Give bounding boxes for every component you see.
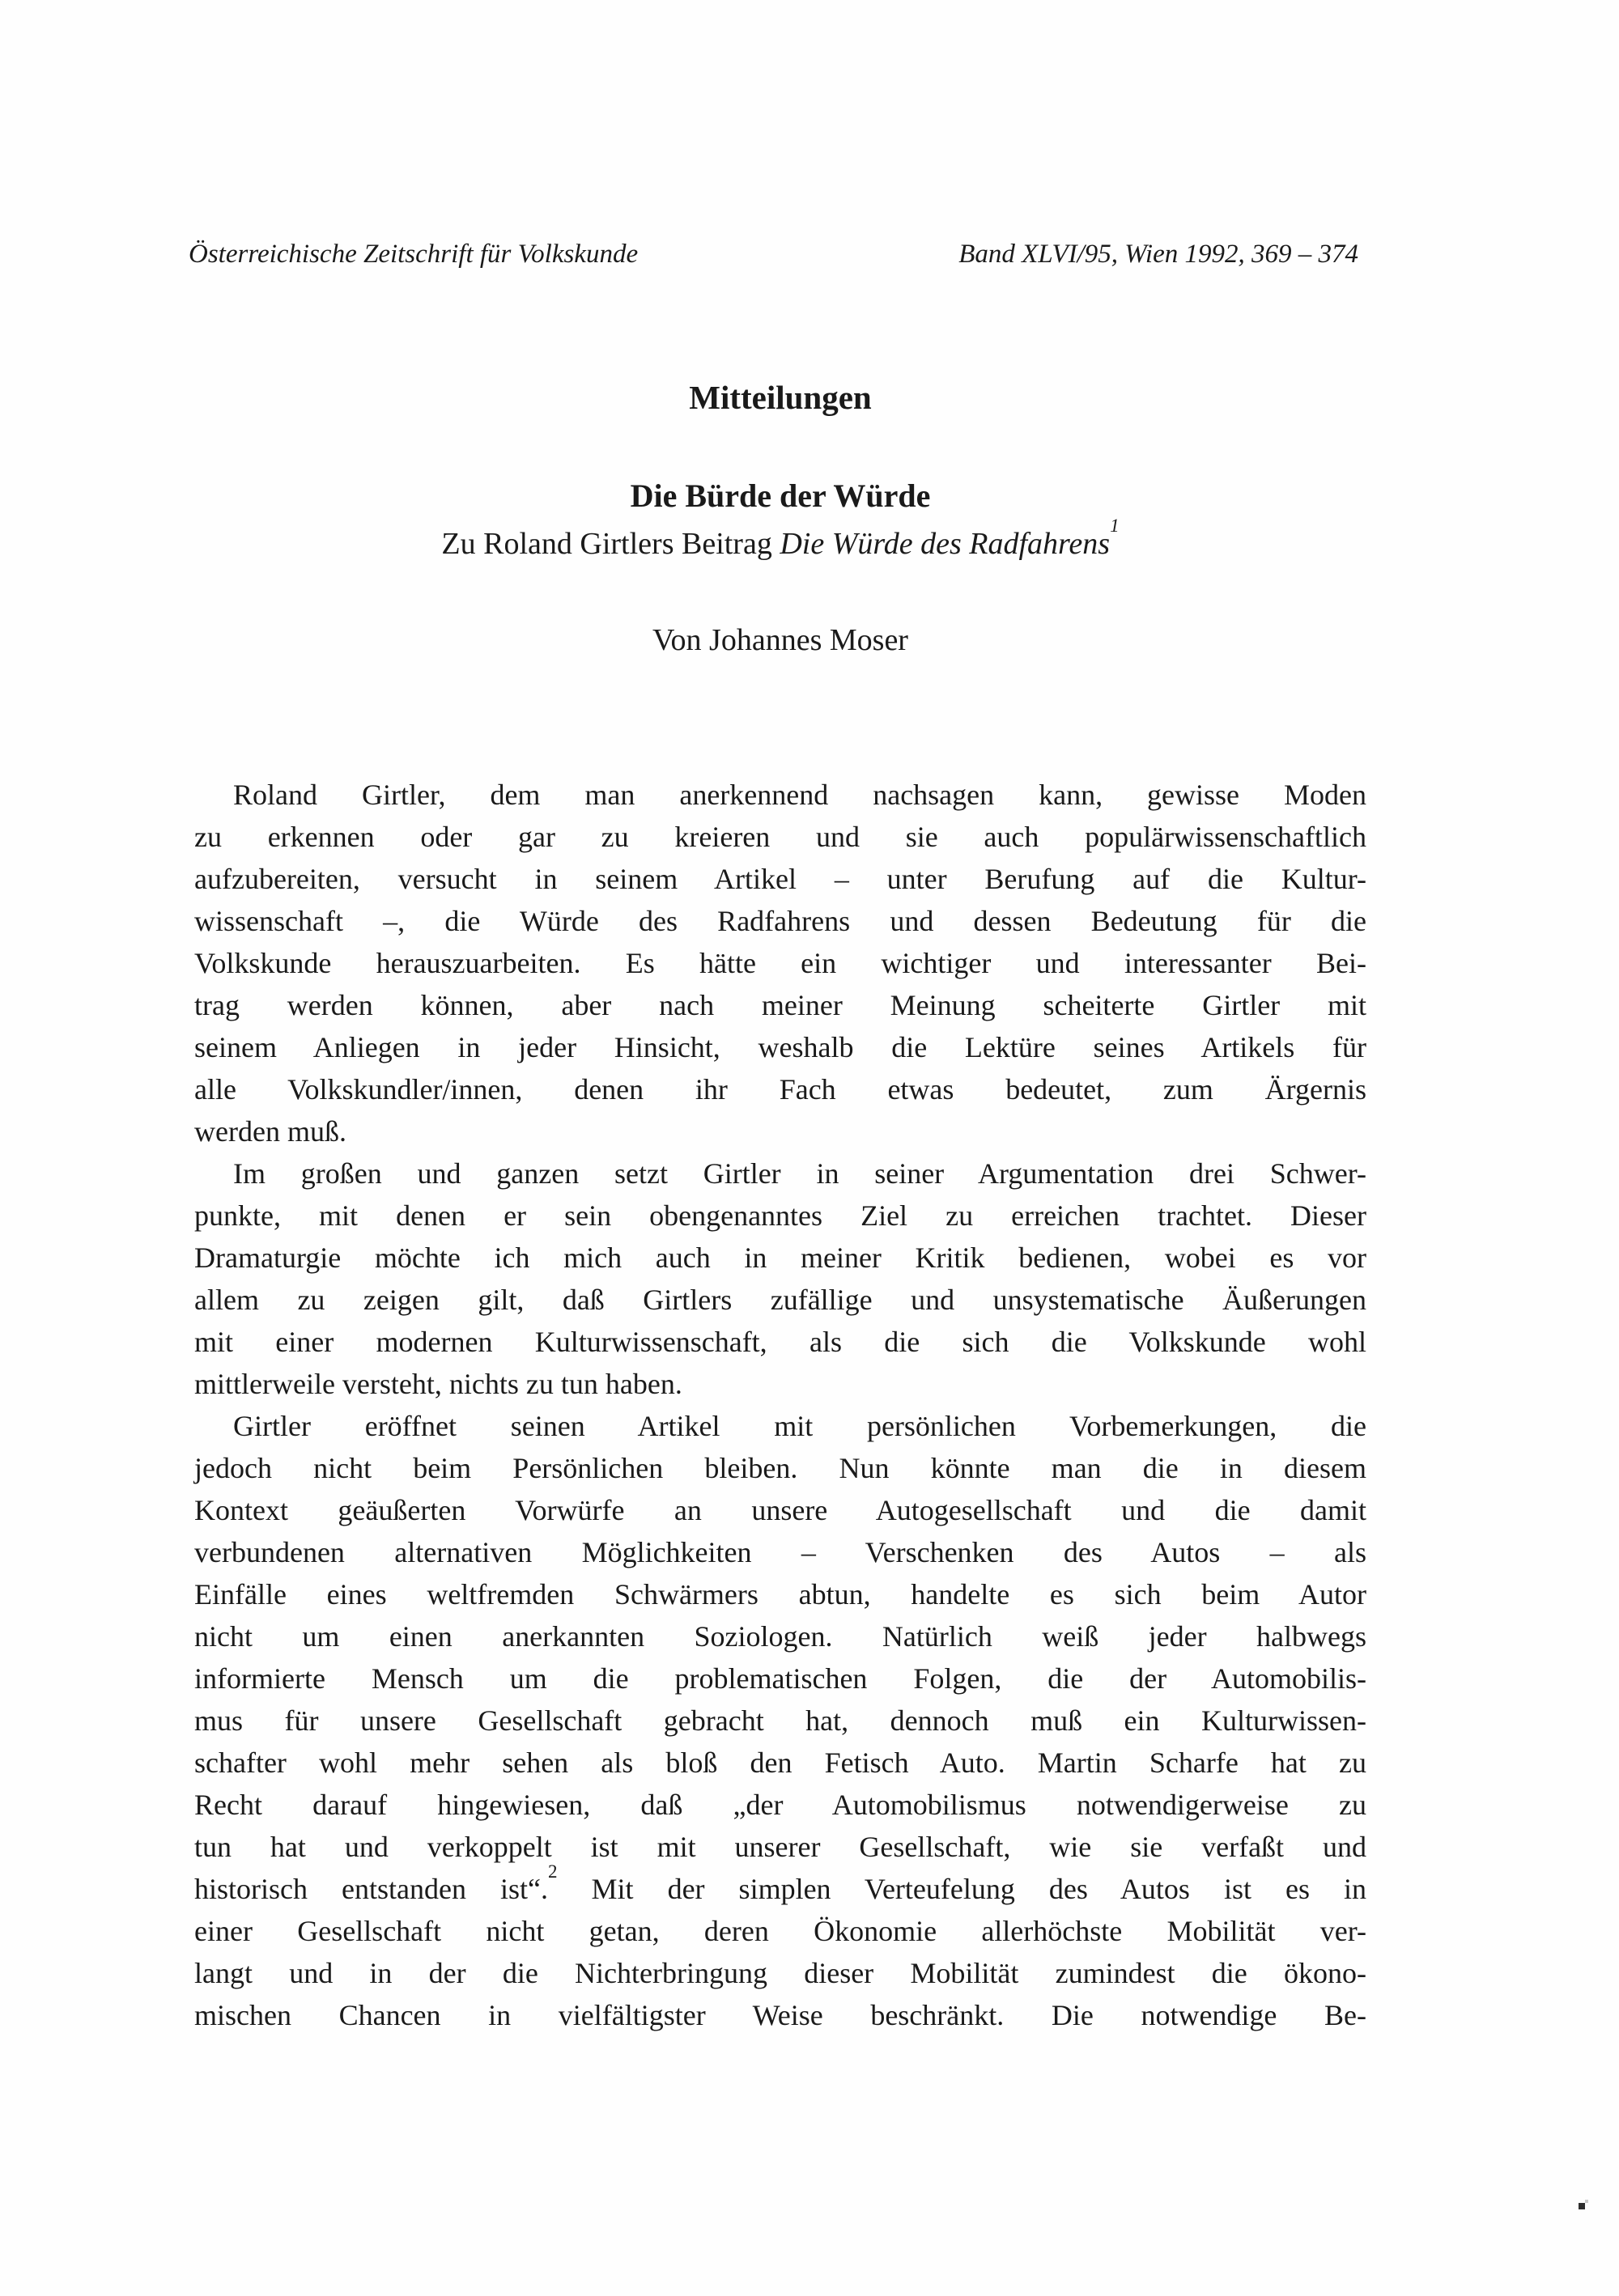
text-line: schafter wohl mehr sehen als bloß den Fetisch Auto. Martin Scharfe hat zu bbox=[194, 1746, 1366, 1779]
article-subtitle bbox=[194, 516, 1366, 563]
text-line: jedoch nicht beim Persönlichen bleiben. Nun könnte man die in diesem bbox=[194, 1452, 1366, 1484]
text-line: Roland Girtler, dem man anerkennend nachsagen kann, gewisse Moden bbox=[233, 779, 1366, 811]
text-line: mittlerweile versteht, nichts zu tun haben. bbox=[194, 1368, 682, 1400]
text-line: mit einer modernen Kulturwissenschaft, als die sich die Volkskunde wohl bbox=[194, 1326, 1366, 1358]
text-line: trag werden können, aber nach meiner Meinung scheiterte Girtler mit bbox=[194, 989, 1366, 1021]
text-line: nicht um einen anerkannten Soziologen. Natürlich weiß jeder halbwegs bbox=[194, 1620, 1366, 1653]
text-line: einer Gesellschaft nicht getan, deren Ökonomie allerhöchste Mobilität ver- bbox=[194, 1915, 1366, 1947]
text-line: alle Volkskundler/innen, denen ihr Fach etwas bedeutet, zum Ärgernis bbox=[194, 1073, 1366, 1106]
text-line: mus für unsere Gesellschaft gebracht hat, dennoch muß ein Kulturwissen- bbox=[194, 1704, 1366, 1737]
issue-info: Band XLVI/95, Wien 1992, 369 – 374 bbox=[958, 240, 1358, 269]
text-line: Volkskunde herauszuarbeiten. Es hätte ein wichtiger und interessanter Bei- bbox=[194, 947, 1366, 979]
text-line: informierte Mensch um die problematischen Folgen, die der Automobilis- bbox=[194, 1662, 1366, 1695]
subtitle-text: Zu Roland Girtlers Beitrag bbox=[441, 527, 780, 561]
scan-artifact-speck bbox=[1579, 2203, 1585, 2209]
text-line: werden muß. bbox=[194, 1115, 346, 1148]
text-line: wissenschaft –, die Würde des Radfahrens und dessen Bedeutung für die bbox=[194, 905, 1366, 937]
text-line: langt und in der die Nichterbringung dieser Mobilität zumindest die ökono- bbox=[194, 1957, 1366, 1989]
text-line: tun hat und verkoppelt ist mit unserer Gesellschaft, wie sie verfaßt und bbox=[194, 1831, 1366, 1863]
article-title: Die Bürde der Würde bbox=[630, 477, 931, 514]
text-line: Recht darauf hingewiesen, daß „der Automobilismus notwendigerweise zu bbox=[194, 1789, 1366, 1821]
text-line: Girtler eröffnet seinen Artikel mit persönlichen Vorbemerkungen, die bbox=[233, 1410, 1366, 1442]
text-line: Im großen und ganzen setzt Girtler in seiner Argumentation drei Schwer- bbox=[233, 1157, 1366, 1190]
text-line: Dramaturgie möchte ich mich auch in meiner Kritik bedienen, wobei es vor bbox=[194, 1241, 1366, 1274]
article-body bbox=[194, 774, 1366, 2036]
text-line: allem zu zeigen gilt, daß Girtlers zufällige und unsystematische Äußerungen bbox=[194, 1284, 1366, 1316]
text-line: seinem Anliegen in jeder Hinsicht, weshalb die Lektüre seines Artikels für bbox=[194, 1031, 1366, 1063]
referenced-work-title: Die Würde des Radfahrens bbox=[780, 527, 1111, 561]
text-line: aufzubereiten, versucht in seinem Artikel – unter Berufung auf die Kultur- bbox=[194, 863, 1366, 895]
text-line-with-footnote bbox=[194, 1861, 1367, 1910]
text-line: Kontext geäußerten Vorwürfe an unsere Autogesellschaft und die damit bbox=[194, 1494, 1366, 1526]
journal-header bbox=[189, 238, 1358, 270]
text-line: zu erkennen oder gar zu kreieren und sie auch populärwissenschaftlich bbox=[194, 821, 1366, 853]
byline: Von Johannes Moser bbox=[652, 623, 908, 657]
footnote-ref-2: 2 bbox=[548, 1861, 558, 1882]
text-line: verbundenen alternativen Möglichkeiten – Verschenken des Autos – als bbox=[194, 1536, 1366, 1568]
text-segment: Mit der simplen Verteufelung des Autos ist es in bbox=[557, 1873, 1367, 1905]
text-line: mischen Chancen in vielfältigster Weise beschränkt. Die notwendige Be- bbox=[194, 1999, 1366, 2031]
text-line: Einfälle eines weltfremden Schwärmers abtun, handelte es sich beim Autor bbox=[194, 1578, 1366, 1611]
text-line: punkte, mit denen er sein obengenanntes Ziel zu erreichen trachtet. Dieser bbox=[194, 1199, 1366, 1232]
section-title: Mitteilungen bbox=[689, 379, 872, 416]
footnote-ref-1: 1 bbox=[1110, 516, 1120, 537]
text-segment: historisch entstanden ist“. bbox=[194, 1873, 548, 1905]
journal-name: Österreichische Zeitschrift für Volkskunde bbox=[189, 240, 639, 269]
